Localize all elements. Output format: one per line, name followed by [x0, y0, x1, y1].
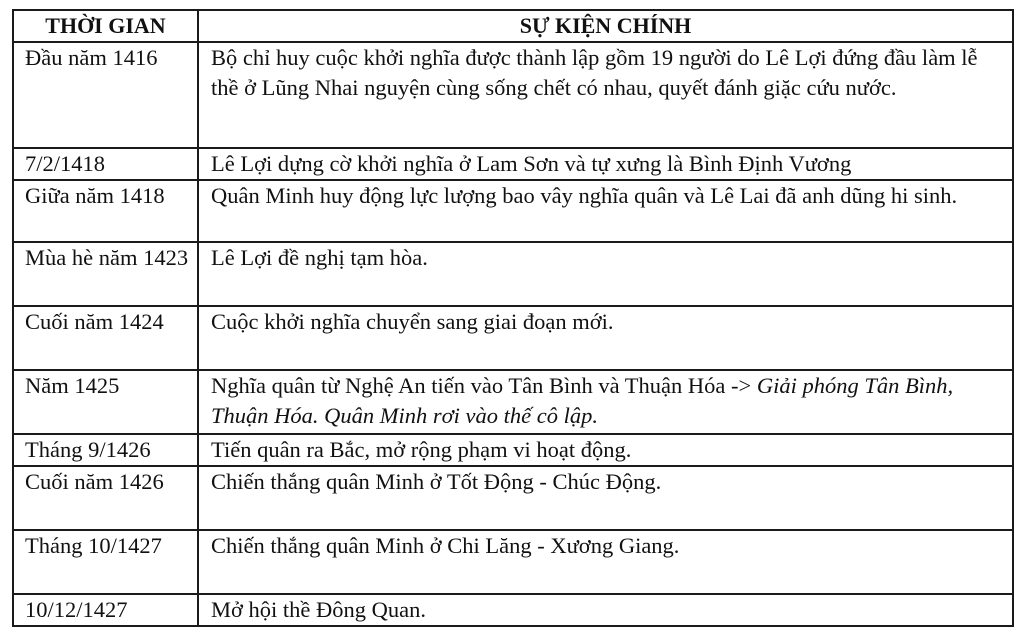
event-text: Tiến quân ra Bắc, mở rộng phạm vi hoạt động.	[211, 437, 632, 462]
event-cell	[198, 530, 1013, 594]
event-text: Quân Minh huy động lực lượng bao vây nghĩa quân và Lê Lai đã anh dũng hi sinh.	[211, 183, 958, 208]
time-cell: Đầu năm 1416	[13, 42, 198, 148]
time-cell: Giữa năm 1418	[13, 180, 198, 242]
table-row	[13, 530, 1013, 594]
time-cell: Tháng 10/1427	[13, 530, 198, 594]
event-text: Lê Lợi dựng cờ khởi nghĩa ở Lam Sơn và tự xưng là Bình Định Vương	[211, 151, 852, 176]
event-cell	[198, 306, 1013, 370]
time-cell: 7/2/1418	[13, 148, 198, 180]
events-table	[12, 9, 1014, 627]
time-cell: 10/12/1427	[13, 594, 198, 626]
table-row	[13, 42, 1013, 148]
table-row	[13, 242, 1013, 306]
header-event: SỰ KIỆN CHÍNH	[198, 10, 1013, 42]
event-cell	[198, 180, 1013, 242]
event-text: Cuộc khởi nghĩa chuyển sang giai đoạn mới.	[211, 309, 614, 334]
event-italic-text: Giải phóng Tân Bình, Thuận Hóa. Quân Minh rơi vào thế cô lập.	[211, 373, 954, 428]
table-row	[13, 180, 1013, 242]
event-text: Chiến thắng quân Minh ở Tốt Động - Chúc Động.	[211, 469, 662, 494]
event-text: Chiến thắng quân Minh ở Chi Lăng - Xương Giang.	[211, 533, 680, 558]
header-time: THỜI GIAN	[13, 10, 198, 42]
event-cell	[198, 242, 1013, 306]
table-row	[13, 594, 1013, 626]
event-cell	[198, 594, 1013, 626]
table-row	[13, 370, 1013, 434]
table-row	[13, 148, 1013, 180]
event-cell	[198, 434, 1013, 466]
time-cell: Tháng 9/1426	[13, 434, 198, 466]
event-cell	[198, 466, 1013, 530]
table-row	[13, 466, 1013, 530]
time-cell: Mùa hè năm 1423	[13, 242, 198, 306]
table-row	[13, 306, 1013, 370]
time-cell: Cuối năm 1426	[13, 466, 198, 530]
event-cell	[198, 370, 1013, 434]
event-text: Nghĩa quân từ Nghệ An tiến vào Tân Bình và Thuận Hóa ->	[211, 373, 757, 398]
time-cell: Cuối năm 1424	[13, 306, 198, 370]
header-row	[13, 10, 1013, 42]
event-cell	[198, 148, 1013, 180]
table-row	[13, 434, 1013, 466]
time-cell: Năm 1425	[13, 370, 198, 434]
event-text: Mở hội thề Đông Quan.	[211, 597, 427, 622]
event-cell	[198, 42, 1013, 148]
event-text: Bộ chỉ huy cuộc khởi nghĩa được thành lập gồm 19 người do Lê Lợi đứng đầu làm lễ thề ở Lũng Nhai nguyện cùng sống chết có nhau, quyết đánh giặc cứu nước.	[211, 45, 978, 100]
event-text: Lê Lợi đề nghị tạm hòa.	[211, 245, 428, 270]
